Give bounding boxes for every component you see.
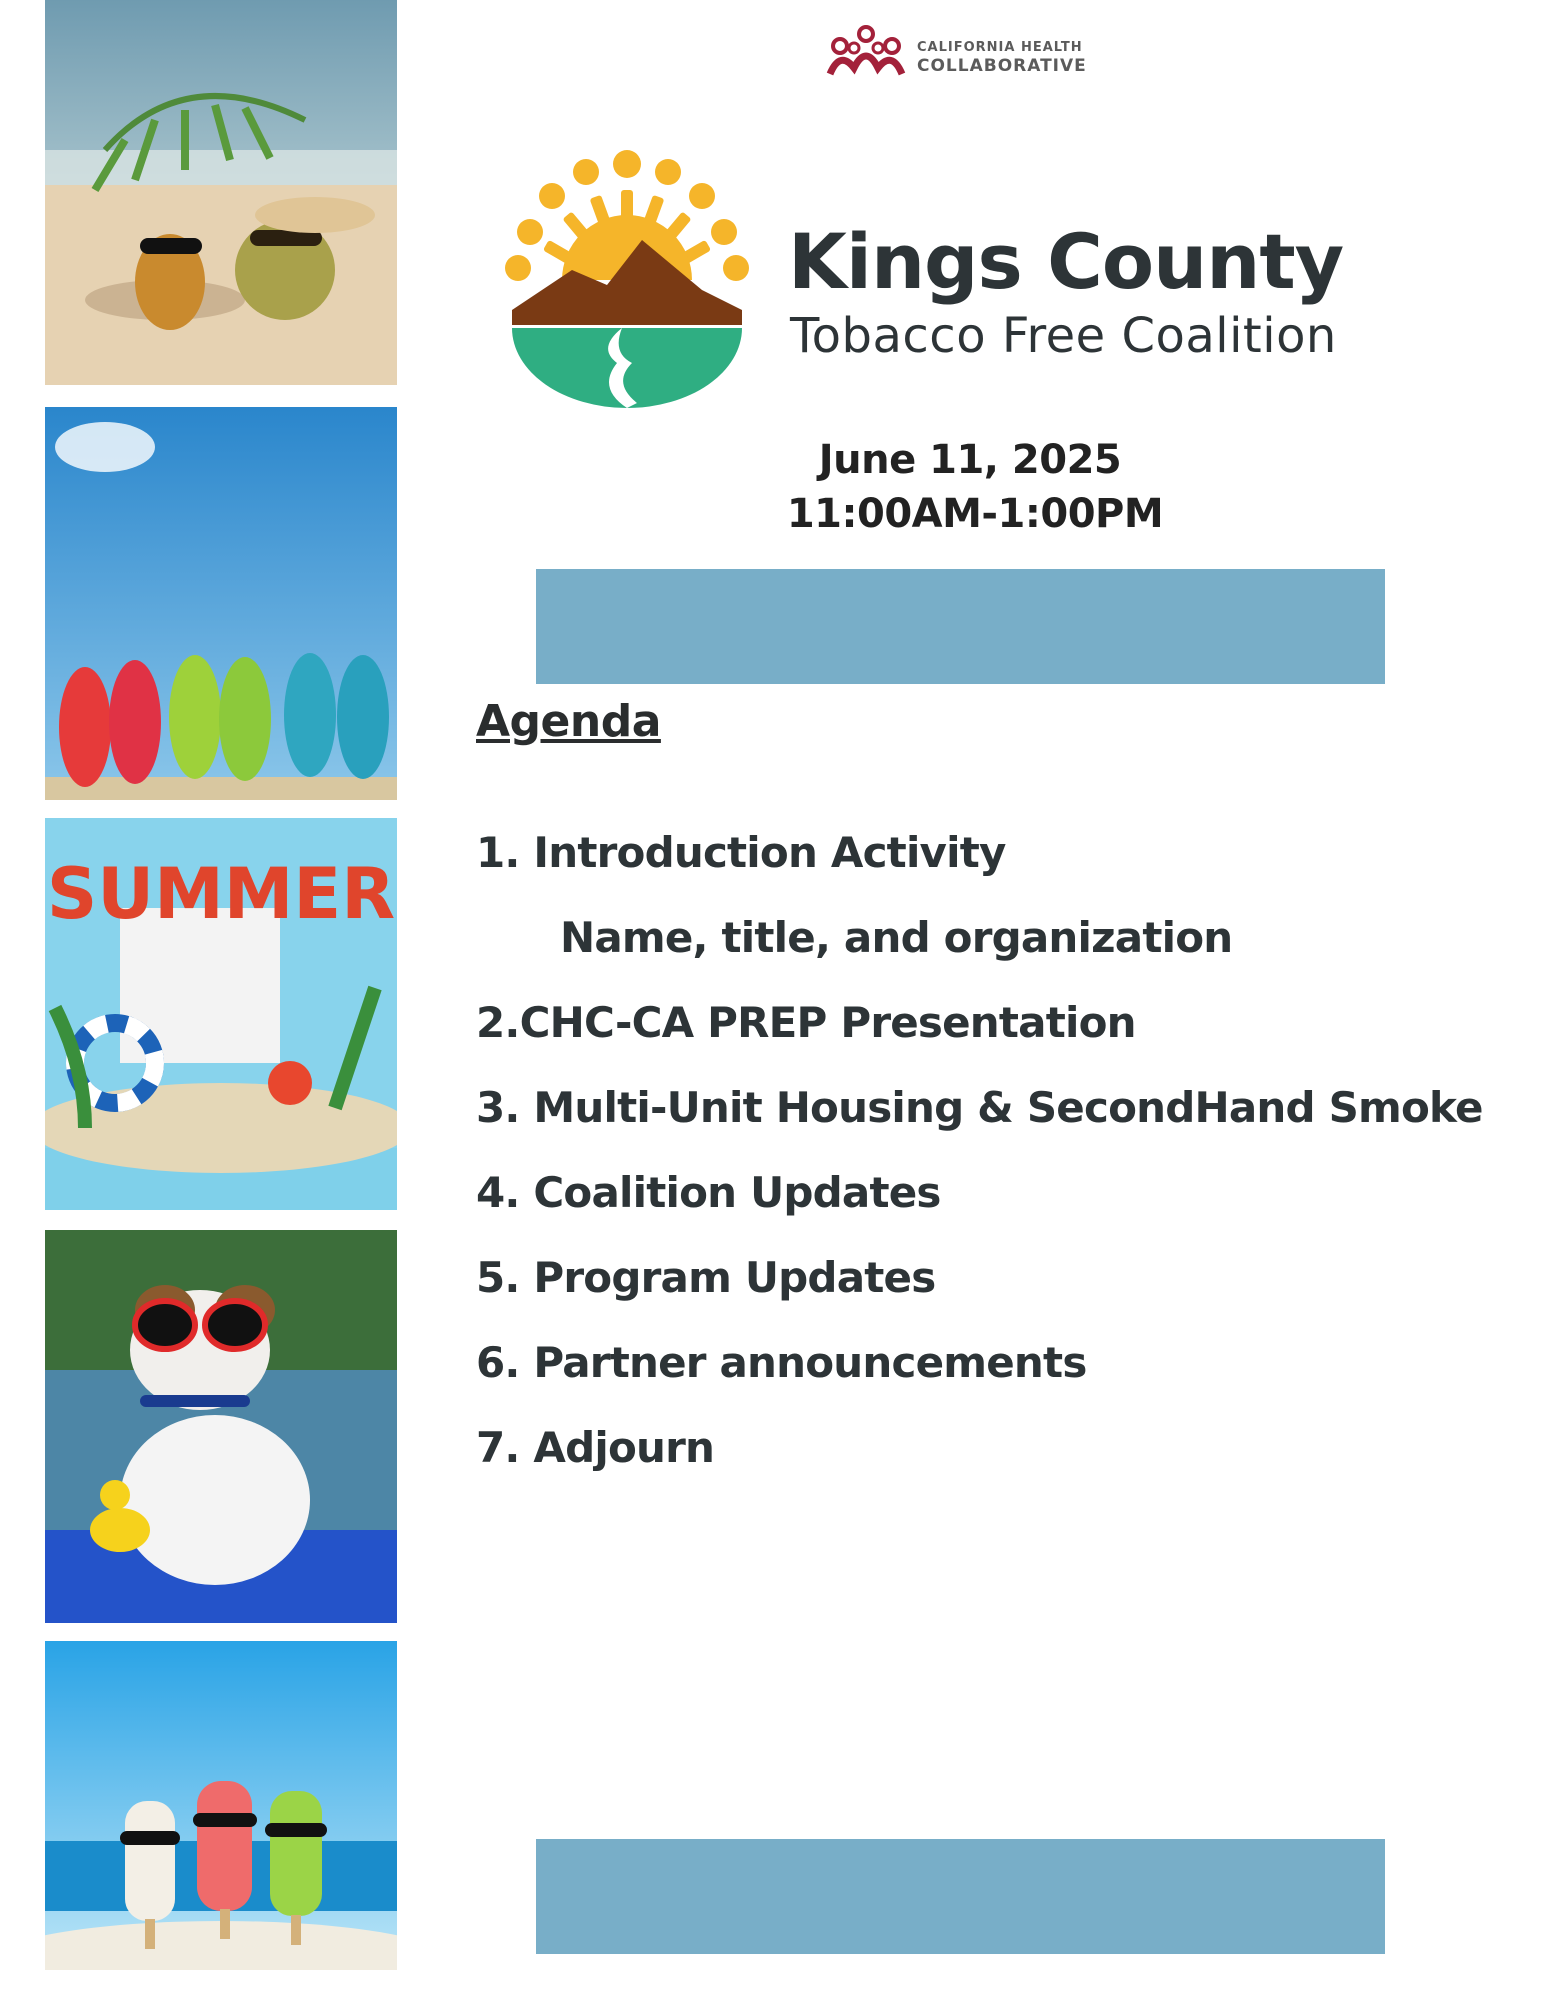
popsicles-sunglasses-photo (45, 1641, 397, 1970)
agenda-item: 4. Coalition Updates (476, 1168, 941, 1217)
coalition-title: Kings County (788, 217, 1344, 306)
partner-logo-line2: COLLABORATIVE (917, 56, 1087, 76)
agenda-item: 1. Introduction Activity (476, 828, 1006, 877)
agenda-heading: Agenda (476, 696, 661, 747)
top-color-band (536, 569, 1385, 684)
bottom-color-band (536, 1839, 1385, 1954)
agenda-subitem: Name, title, and organization (560, 913, 1233, 962)
event-date: June 11, 2025 (818, 437, 1122, 483)
sun-mountain-emblem-icon (502, 150, 752, 410)
people-group-icon (826, 24, 906, 88)
coalition-subtitle: Tobacco Free Coalition (790, 308, 1337, 364)
agenda-item: 2.CHC-CA PREP Presentation (476, 998, 1136, 1047)
agenda-item: 7. Adjourn (476, 1423, 715, 1472)
dog-sunglasses-photo (45, 1230, 397, 1623)
svg-text:SUMMER: SUMMER (46, 853, 396, 935)
partner-logo-line1: CALIFORNIA HEALTH (917, 40, 1083, 55)
agenda-list (476, 823, 1483, 1503)
agenda-item: 6. Partner announcements (476, 1338, 1087, 1387)
summer-beach-photo (45, 818, 397, 1210)
flip-flops-photo (45, 407, 397, 800)
partner-logo (826, 24, 1126, 88)
agenda-item: 3. Multi-Unit Housing & SecondHand Smoke (476, 1083, 1483, 1132)
event-time: 11:00AM-1:00PM (786, 491, 1164, 537)
agenda-item: 5. Program Updates (476, 1253, 936, 1302)
beach-pineapple-coconut-photo (45, 0, 397, 385)
